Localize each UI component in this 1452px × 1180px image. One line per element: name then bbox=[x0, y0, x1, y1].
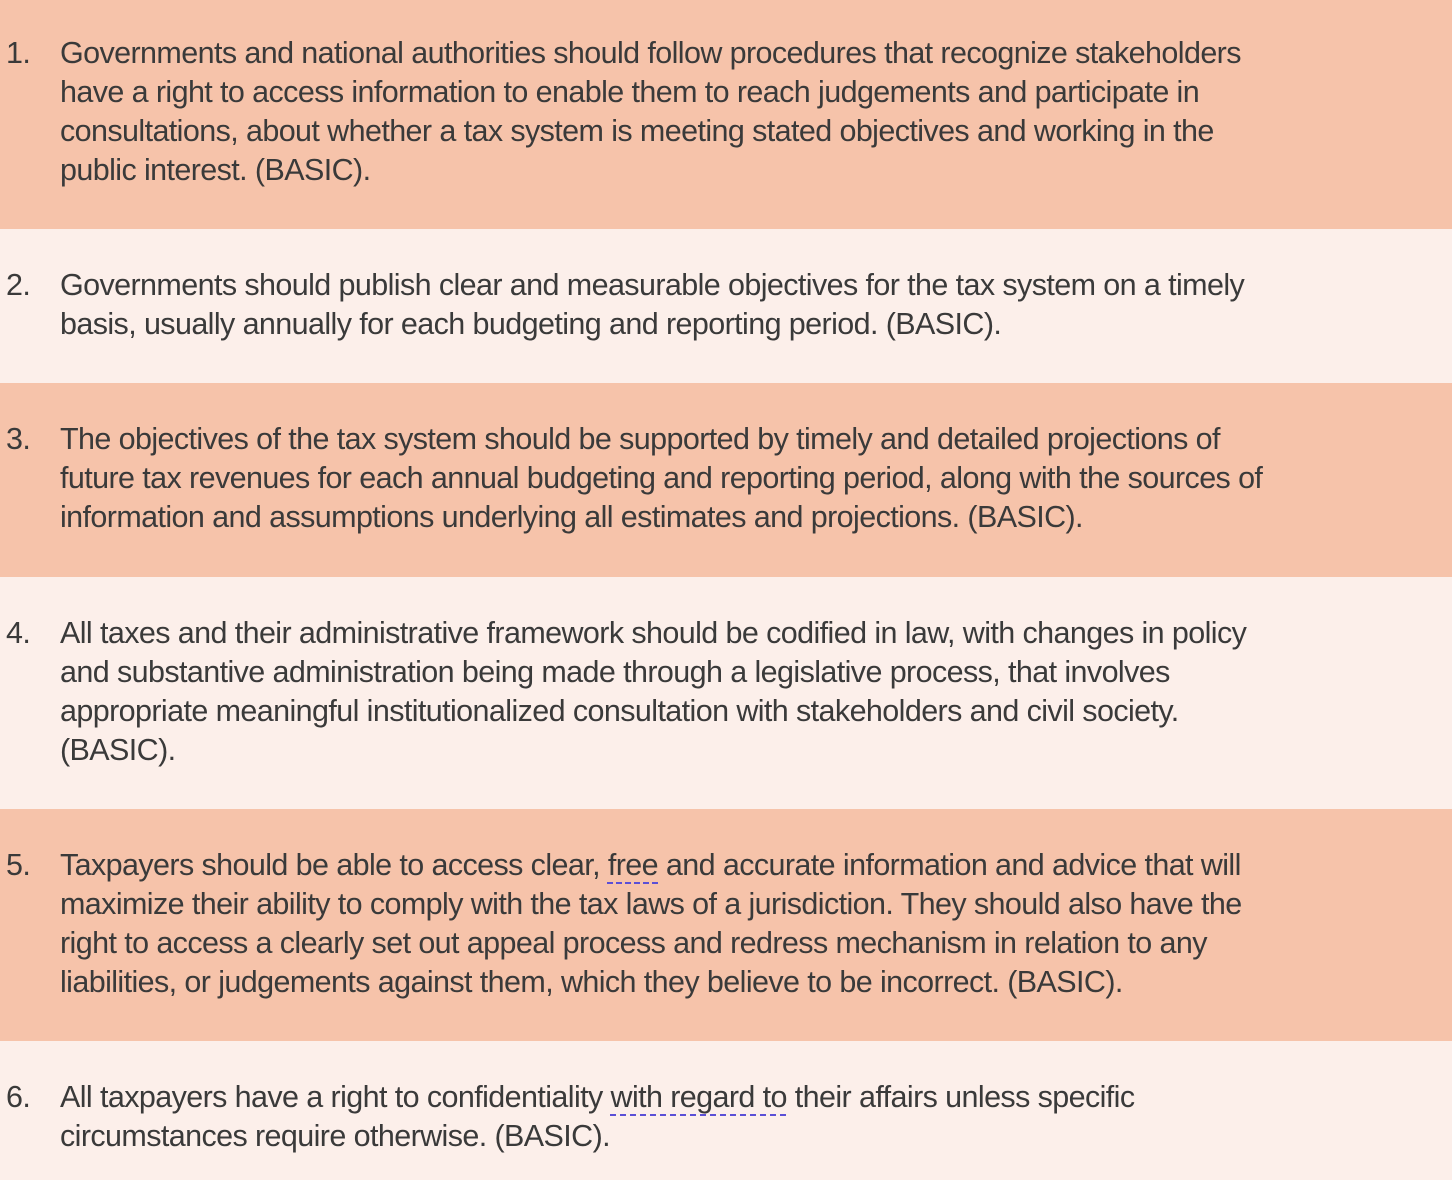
item-text bbox=[60, 846, 1445, 1002]
list-item-1 bbox=[0, 0, 1452, 229]
item-number: 6. bbox=[6, 1080, 31, 1114]
text-line: future tax revenues for each annual budgeting and reporting period, along with the sources of bbox=[60, 461, 1263, 495]
text-line: All taxes and their administrative framework should be codified in law, with changes in policy bbox=[60, 616, 1247, 650]
text-line: circumstances require otherwise. (BASIC). bbox=[60, 1119, 611, 1153]
item-number: 3. bbox=[6, 422, 31, 456]
text-line: have a right to access information to enable them to reach judgements and participate in bbox=[60, 75, 1200, 109]
item-number: 1. bbox=[6, 36, 31, 70]
item-text bbox=[60, 614, 1445, 770]
text-line: information and assumptions underlying all estimates and projections. (BASIC). bbox=[60, 500, 1083, 534]
text-line: Governments and national authorities should follow procedures that recognize stakeholders bbox=[60, 36, 1241, 70]
list-item-6 bbox=[0, 1041, 1452, 1180]
item-text bbox=[60, 1078, 1445, 1156]
text-line: Governments should publish clear and measurable objectives for the tax system on a timely bbox=[60, 268, 1245, 302]
item-text bbox=[60, 266, 1445, 344]
text-line: right to access a clearly set out appeal process and redress mechanism in relation to any bbox=[60, 926, 1207, 960]
item-number: 4. bbox=[6, 616, 31, 650]
text-line: All taxpayers have a right to confidentiality with regard to their affairs unless specific bbox=[60, 1080, 1135, 1114]
text-line: (BASIC). bbox=[60, 733, 176, 767]
grammar-underlined-phrase[interactable]: with regard to bbox=[610, 1080, 787, 1114]
list-item-4 bbox=[0, 577, 1452, 809]
list-item-3 bbox=[0, 383, 1452, 577]
text-line: public interest. (BASIC). bbox=[60, 153, 371, 187]
text-line: Taxpayers should be able to access clear, free and accurate information and advice that will bbox=[60, 848, 1241, 882]
item-text bbox=[60, 34, 1445, 190]
list-item-5 bbox=[0, 809, 1452, 1041]
item-number: 2. bbox=[6, 268, 31, 302]
list-item-2 bbox=[0, 229, 1452, 383]
text-line: appropriate meaningful institutionalized consultation with stakeholders and civil society. bbox=[60, 694, 1179, 728]
item-text bbox=[60, 420, 1445, 537]
text-line: liabilities, or judgements against them, which they believe to be incorrect. (BASIC). bbox=[60, 965, 1123, 999]
text-line: The objectives of the tax system should be supported by timely and detailed projections of bbox=[60, 422, 1220, 456]
text-line: and substantive administration being made through a legislative process, that involves bbox=[60, 655, 1170, 689]
text-line: basis, usually annually for each budgeting and reporting period. (BASIC). bbox=[60, 307, 1002, 341]
text-line: maximize their ability to comply with the tax laws of a jurisdiction. They should also have the bbox=[60, 887, 1242, 921]
item-number: 5. bbox=[6, 848, 31, 882]
text-line: consultations, about whether a tax system is meeting stated objectives and working in the bbox=[60, 114, 1214, 148]
spellcheck-underlined-word[interactable]: free bbox=[607, 848, 659, 882]
